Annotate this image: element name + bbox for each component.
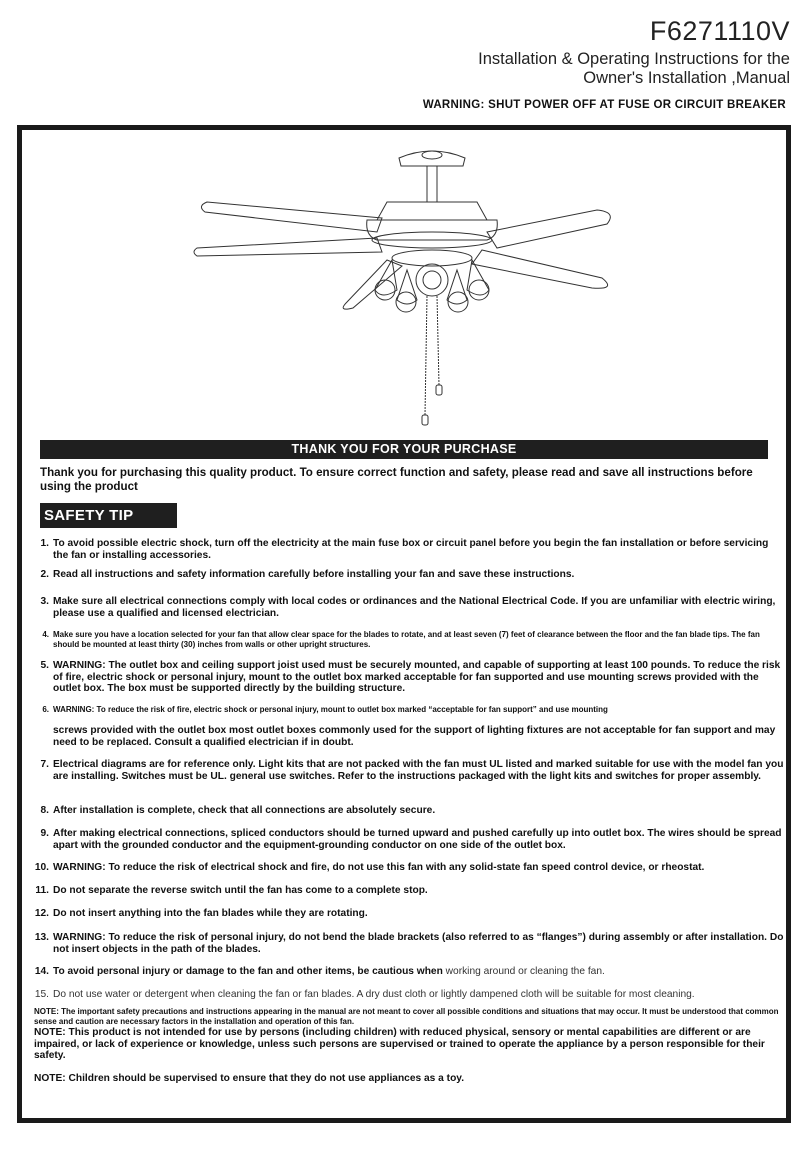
item-number: 14. — [34, 966, 49, 977]
item-number: 11. — [35, 885, 49, 896]
safety-item-2 — [32, 569, 784, 581]
safety-item-11 — [32, 885, 784, 897]
item-number: 10. — [34, 862, 49, 873]
safety-item-8 — [32, 805, 784, 817]
item-text: To avoid possible electric shock, turn off the electricity at the main fuse box or circuit panel before you begin the fan installation or before servicing the fan or installing accessories. — [53, 538, 769, 561]
safety-tip-heading: SAFETY TIP — [40, 503, 177, 528]
item-text: WARNING: To reduce the risk of personal injury, do not bend the blade brackets (also referred to as “flanges”) during assembly or after installation. Do not insert objects in the path of the blades. — [53, 932, 784, 955]
safety-item-1 — [32, 538, 784, 561]
item-text: WARNING: To reduce the risk of fire, electric shock or personal injury, mount to outlet box marked “acceptable for fan support” and use mounting — [53, 705, 608, 714]
subtitle-line-2: Owner's Installation ,Manual — [583, 69, 790, 87]
item-text: After making electrical connections, spliced conductors should be turned upward and pushed carefully up into outlet box. The wires should be spread apart with the grounded conductor and the equipment-grounding conductor on one side of the outlet box. — [53, 828, 782, 851]
item-text: Make sure all electrical connections comply with local codes or ordinances and the National Electrical Code. If you are unfamiliar with electric wiring, please use a qualified and licensed electrician. — [53, 596, 776, 619]
item-text: Do not insert anything into the fan blades while they are rotating. — [53, 908, 368, 919]
item-text-tail: working around or cleaning the fan. — [445, 966, 605, 977]
item-text: To avoid personal injury or damage to the fan and other items, be cautious when — [53, 966, 443, 977]
item-text: Read all instructions and safety information carefully before installing your fan and save these instructions. — [53, 569, 575, 580]
thank-you-text: Thank you for purchasing this quality product. To ensure correct function and safety, please read and save all instructions before using the product — [40, 466, 753, 493]
item-number: 15. — [34, 989, 49, 1000]
safety-item-10 — [32, 862, 784, 874]
item-number: 3. — [40, 596, 49, 607]
item-number: 5. — [40, 660, 49, 671]
safety-item-6-continued — [32, 725, 784, 748]
item-number: 7. — [40, 759, 49, 770]
content-frame — [17, 125, 791, 1123]
safety-item-9 — [32, 828, 784, 851]
item-text: Do not use water or detergent when cleaning the fan or fan blades. A dry dust cloth or lightly dampened cloth will be suitable for most cleaning. — [53, 989, 695, 1000]
item-number: 2. — [40, 569, 49, 580]
model-number: F6271110V — [649, 16, 790, 46]
item-text: screws provided with the outlet box most outlet boxes commonly used for the support of lighting fixtures are not acceptable for fan support and may need to be replaced. Consult a qualified electrician if in doubt. — [53, 725, 776, 748]
item-text: WARNING: The outlet box and ceiling support joist used must be securely mounted, and capable of supporting at least 100 pounds. To reduce the risk of fire, electric shock or personal injury, mount to the outlet box marked acceptable for fan supported and use mounting screws provided with the outlet box. The box must be supported directly by the building structure. — [53, 660, 781, 695]
safety-item-15 — [32, 989, 784, 1001]
safety-item-14 — [32, 966, 784, 978]
item-text: Make sure you have a location selected for your fan that allow clear space for the blades to rotate, and at least seven (7) feet of clearance between the floor and the fan blade tips. The fan should be mounted at least thirty (30) inches from walls or other upright structures. — [53, 630, 760, 650]
item-number: 1. — [40, 538, 49, 549]
safety-item-13 — [32, 932, 784, 955]
item-text: Do not separate the reverse switch until the fan has come to a complete stop. — [53, 885, 428, 896]
item-number: 9. — [40, 828, 49, 839]
safety-item-5 — [32, 660, 784, 695]
subtitle-line-1: Installation & Operating Instructions for the — [478, 50, 790, 68]
document-subtitle — [478, 50, 790, 88]
safety-item-7 — [32, 759, 784, 782]
item-number: 12. — [34, 908, 49, 919]
safety-item-12 — [32, 908, 784, 920]
power-off-warning: WARNING: SHUT POWER OFF AT FUSE OR CIRCUIT BREAKER — [422, 99, 786, 111]
item-text: WARNING: To reduce the risk of electrical shock and fire, do not use this fan with any solid-state fan speed control device, or rheostat. — [53, 862, 705, 873]
safety-item-4 — [32, 630, 784, 651]
item-number: 13. — [34, 932, 49, 943]
item-text: Electrical diagrams are for reference only. Light kits that are not packed with the fan must UL listed and marked suitable for use with the model fan you are installing. Switches must be UL. general use switches. Refer to the instructions packaged with the light kits and switches for proper assembly. — [53, 759, 784, 782]
item-number: 8. — [40, 805, 49, 816]
ceiling-fan-illustration — [187, 140, 627, 432]
safety-item-3 — [32, 596, 784, 619]
thank-you-banner: THANK YOU FOR YOUR PURCHASE — [40, 440, 768, 459]
item-number: 6. — [42, 705, 49, 714]
note-precautions: NOTE: The important safety precautions and instructions appearing in the manual are not meant to cover all possible conditions and situations that may occur. It must be understood that common sense and caution are necessary factors in the installation and operation of this fan. — [34, 1007, 779, 1026]
note-intended-use: NOTE: This product is not intended for use by persons (including children) with reduced physical, sensory or mental capabilities are different or are impaired, or lack of experience or knowledge, unless such persons are supervised or trained to operate the appliance by a person responsible for their safety. — [34, 1027, 765, 1062]
item-text: After installation is complete, check that all connections are absolutely secure. — [53, 805, 436, 816]
note-children: NOTE: Children should be supervised to ensure that they do not use appliances as a toy. — [34, 1073, 465, 1084]
safety-item-6 — [32, 705, 784, 715]
item-number: 4. — [42, 630, 49, 639]
